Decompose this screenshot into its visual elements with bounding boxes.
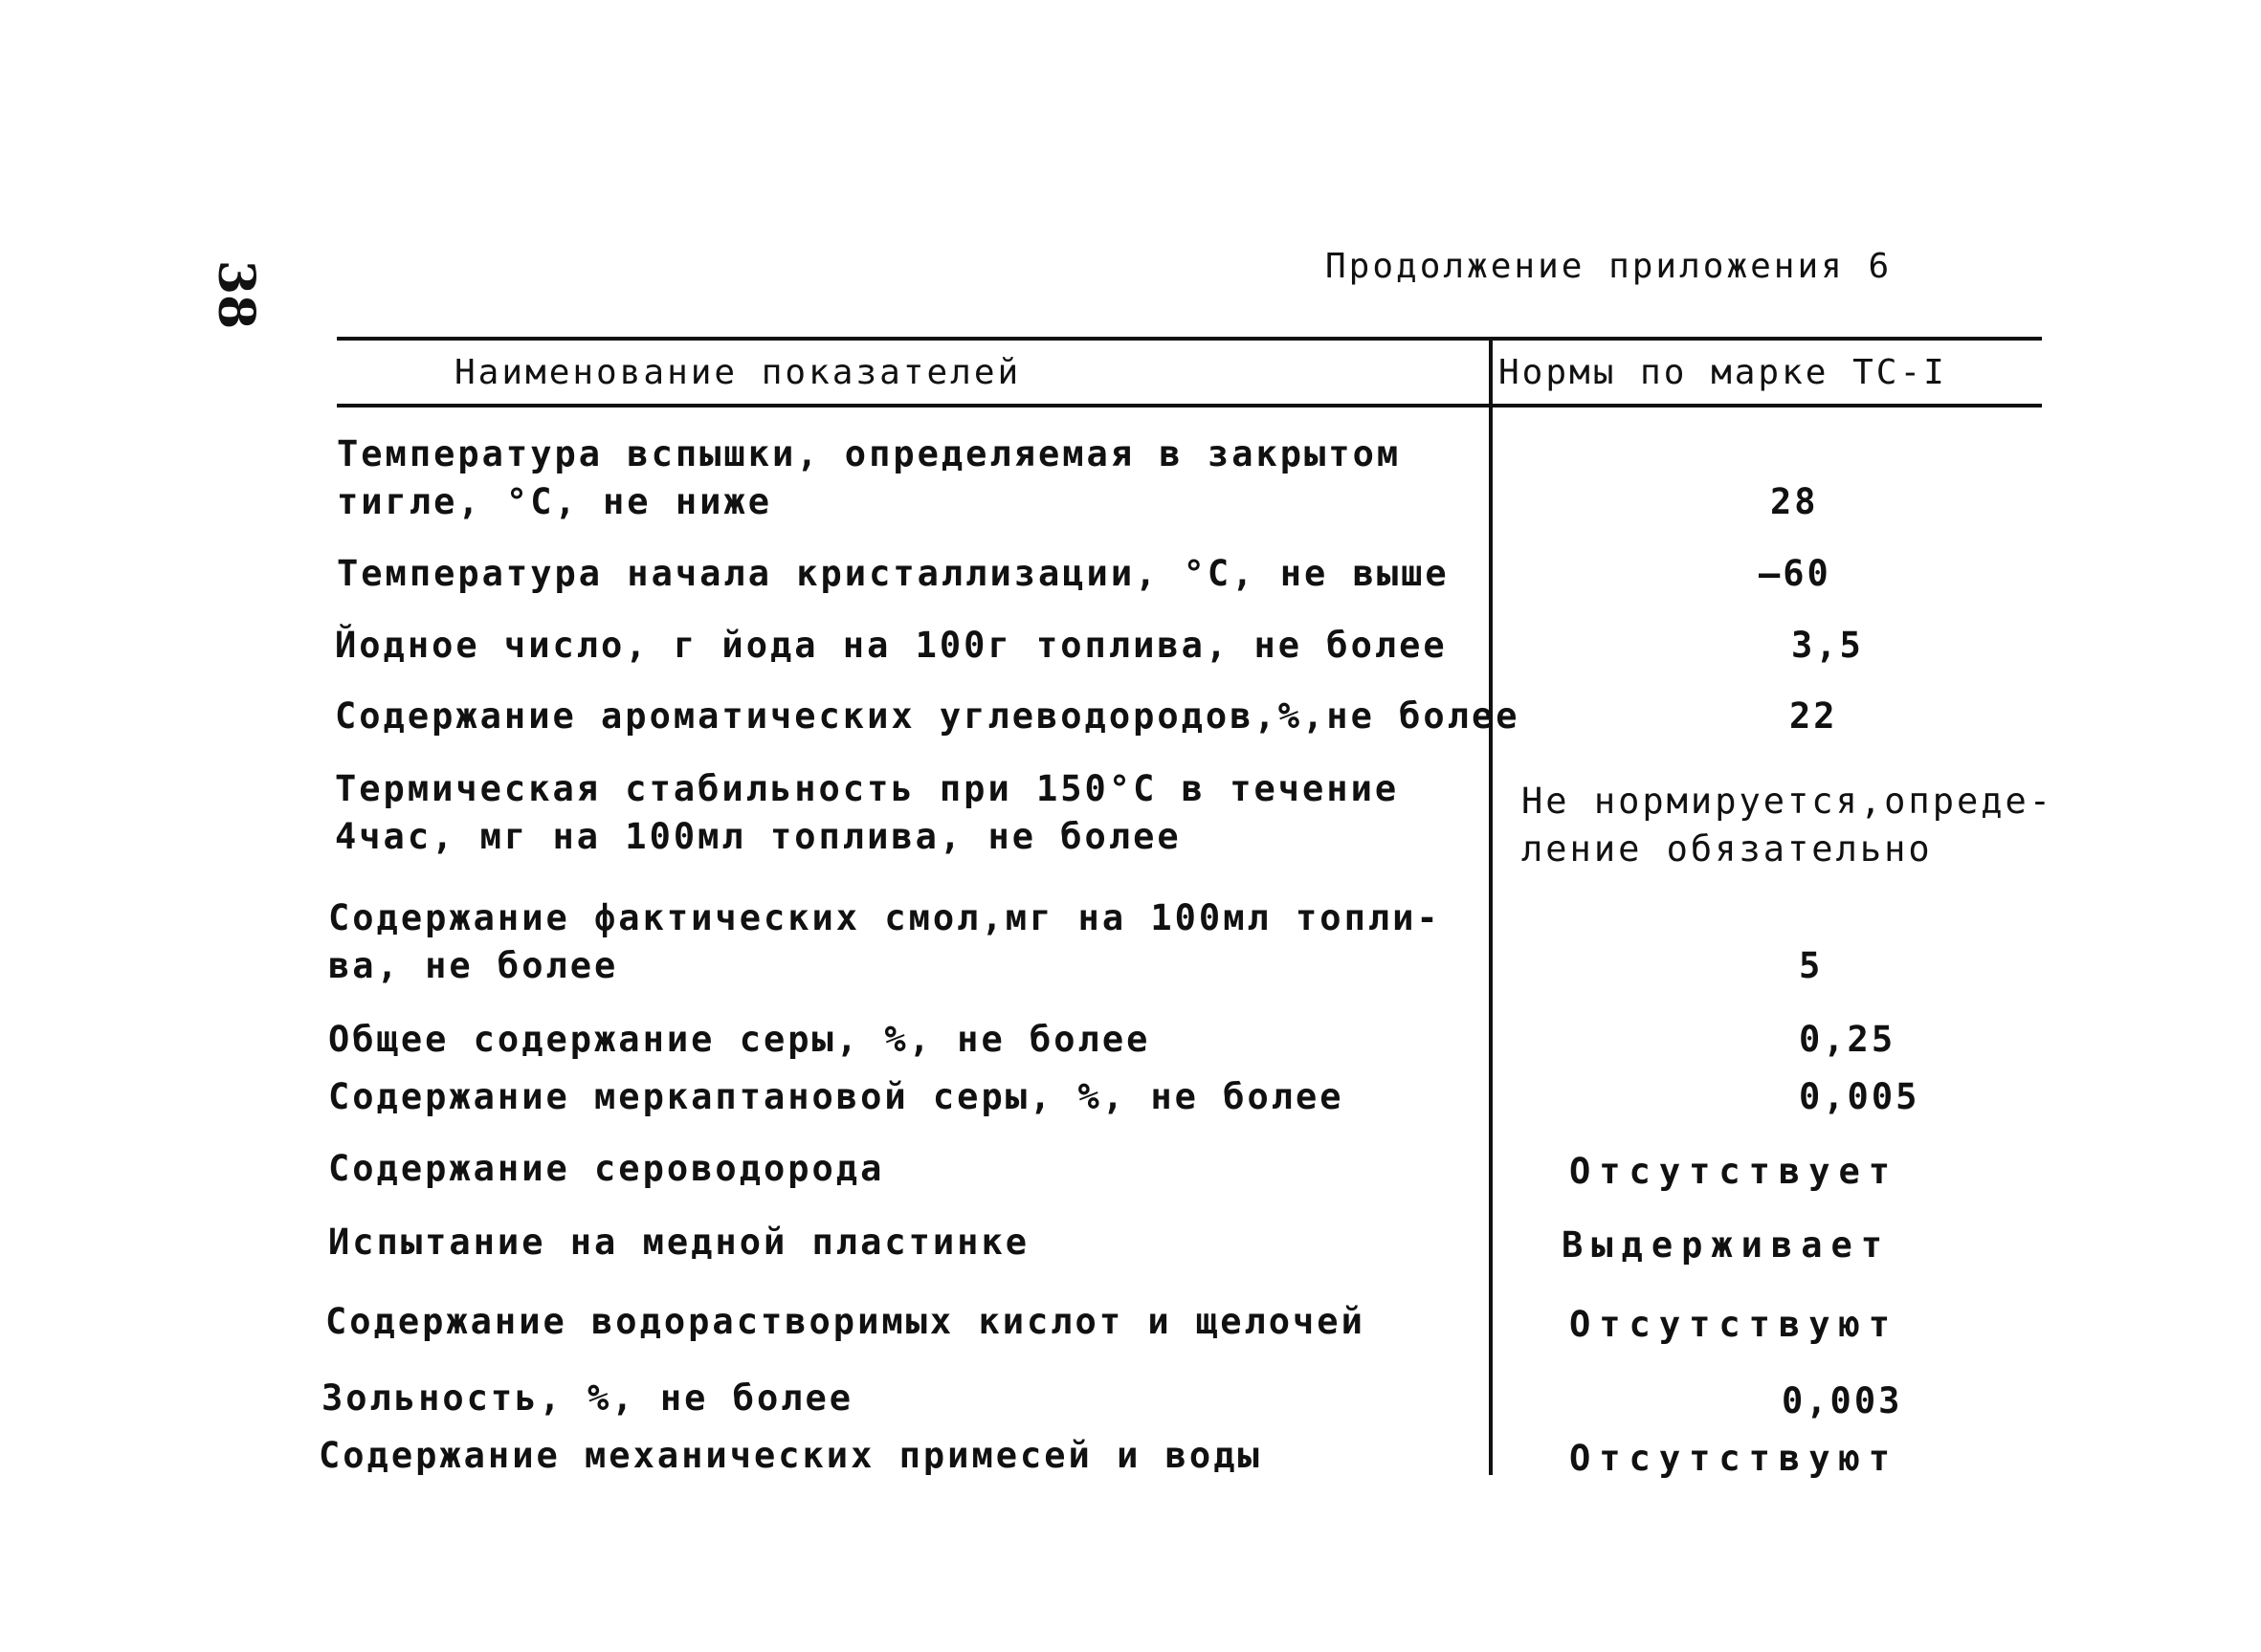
row-value-water-soluble-acids: Отсутствуют	[1569, 1304, 1899, 1345]
header-norm-column: Нормы по марке ТС-I	[1498, 352, 1947, 392]
row-name-iodine: Йодное число, г йода на 100г топлива, не более	[335, 625, 1448, 666]
column-divider	[1489, 337, 1493, 1475]
row-name-ash: Зольность, %, не более	[321, 1377, 854, 1419]
row-name-flash-point: Температура вспышки, определяемая в закрытом тигле, °С, не ниже	[337, 433, 1402, 522]
row-name-resins: Содержание фактических смол,мг на 100мл топли- ва, не более	[328, 897, 1441, 986]
row-value-mercaptan-sulfur: 0,005	[1799, 1076, 1920, 1117]
row-value-thermal-stability: Не нормируется,опреде- ление обязательно	[1521, 781, 2054, 870]
row-value-ash: 0,003	[1782, 1380, 1903, 1421]
row-value-iodine: 3,5	[1791, 625, 1864, 666]
row-name-crystallization: Температура начала кристаллизации, °С, не выше	[337, 553, 1450, 594]
continuation-label: Продолжение приложения 6	[1325, 247, 1893, 286]
row-value-aromatics: 22	[1789, 695, 1838, 737]
row-name-total-sulfur: Общее содержание серы, %, не более	[328, 1019, 1151, 1060]
row-value-mechanical-impurities: Отсутствуют	[1569, 1438, 1899, 1479]
row-value-crystallization: –60	[1759, 553, 1831, 594]
row-name-mechanical-impurities: Содержание механических примесей и воды	[319, 1435, 1262, 1476]
row-name-aromatics: Содержание ароматических углеводородов,%,не более	[335, 695, 1520, 737]
row-value-resins: 5	[1799, 945, 1824, 986]
table-header-rule	[337, 404, 2042, 407]
row-name-hydrogen-sulfide: Содержание сероводорода	[328, 1148, 885, 1189]
row-name-thermal-stability: Термическая стабильность при 150°С в течение 4час, мг на 100мл топлива, не более	[335, 768, 1400, 857]
page-number: 38	[207, 259, 266, 330]
row-name-copper-strip: Испытание на медной пластинке	[328, 1222, 1031, 1263]
row-value-total-sulfur: 0,25	[1799, 1019, 1896, 1060]
table-top-rule	[337, 337, 2042, 341]
row-name-water-soluble-acids: Содержание водорастворимых кислот и щелочей	[325, 1301, 1365, 1342]
row-value-flash-point: 28	[1770, 481, 1819, 522]
row-value-hydrogen-sulfide: Отсутствует	[1569, 1151, 1899, 1192]
row-name-mercaptan-sulfur: Содержание меркаптановой серы, %, не более	[328, 1076, 1344, 1117]
header-name-column: Наименование показателей	[454, 352, 1022, 392]
row-value-copper-strip: Выдерживает	[1562, 1224, 1892, 1266]
